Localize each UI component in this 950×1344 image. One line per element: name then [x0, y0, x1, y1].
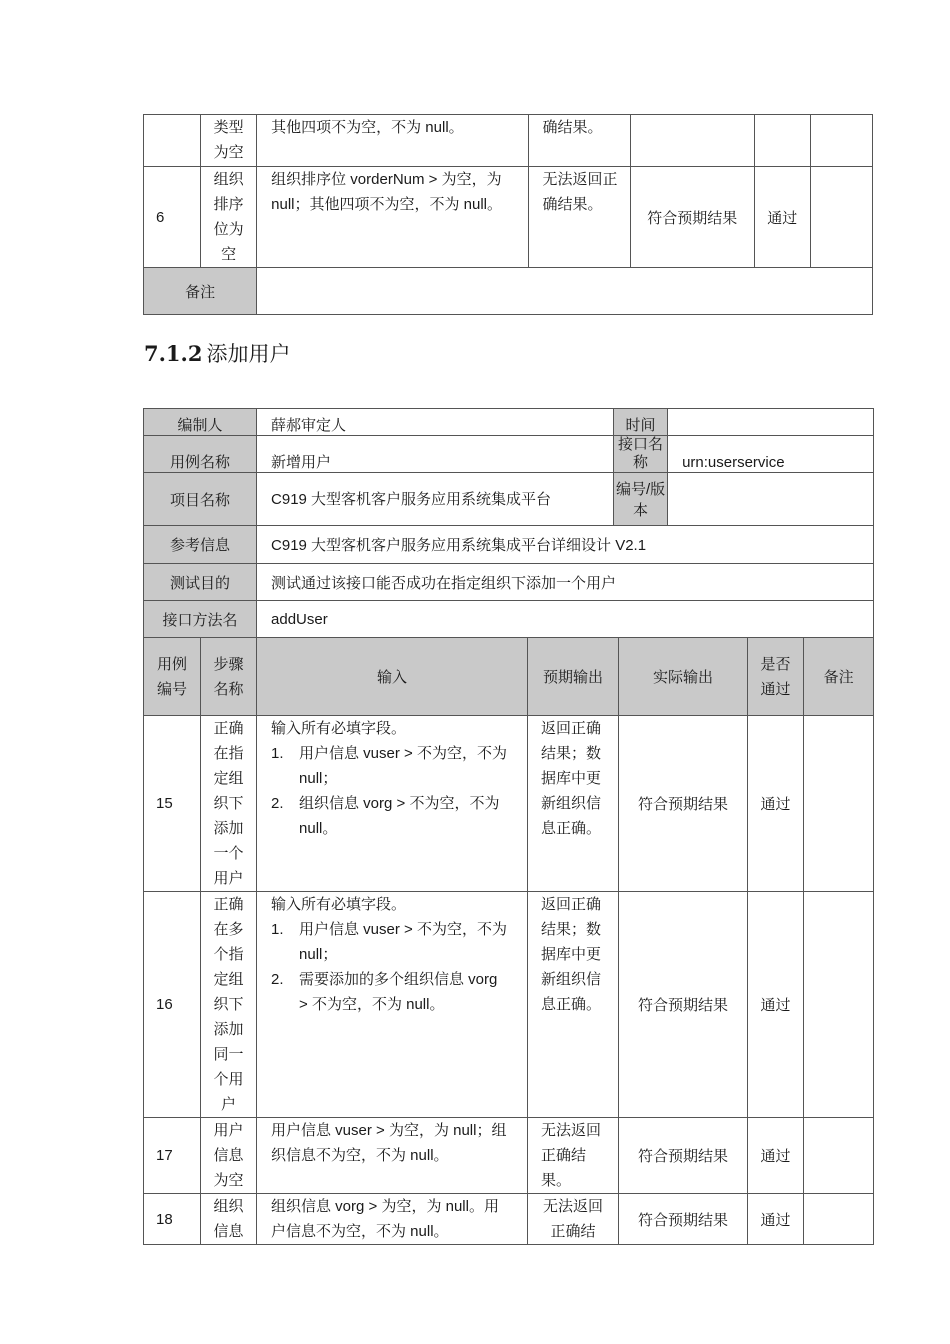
pass-cell: 通过 — [748, 892, 804, 1118]
case-name-label: 用例名称 — [144, 436, 257, 473]
pass-cell: 通过 — [748, 1118, 804, 1194]
version-label: 编号/版本 — [614, 473, 668, 526]
table-row — [144, 1194, 874, 1245]
table-row — [144, 1118, 874, 1194]
column-header-actual-output: 实际输出 — [619, 638, 748, 716]
header-row-reference — [144, 526, 874, 564]
version-value — [668, 473, 874, 526]
purpose-label: 测试目的 — [144, 564, 257, 601]
case-name-value: 新增用户 — [257, 436, 614, 473]
case-id-cell: 16 — [144, 892, 201, 1118]
input-cell: 其他四项不为空，不为 null。 — [257, 115, 528, 167]
continued-test-table — [143, 114, 873, 315]
input-cell: 输入所有必填字段。 1. 用户信息 vuser > 不为空，不为 null； 2. 需要添加的多个组织信息 vorg > 不为空，不为 null。 — [257, 892, 528, 1118]
expected-output-cell: 返回正确 结果；数 据库中更 新组织信 息正确。 — [528, 892, 619, 1118]
step-name-cell: 类型 为空 — [201, 115, 257, 167]
actual-output-cell: 符合预期结果 — [619, 1194, 748, 1245]
note-cell — [804, 716, 874, 892]
column-header-case-id: 用例 编号 — [144, 638, 201, 716]
section-heading — [144, 338, 290, 368]
pass-cell: 通过 — [754, 167, 810, 268]
column-header-pass: 是否 通过 — [748, 638, 804, 716]
note-cell — [804, 892, 874, 1118]
list-item: 2. 组织信息 vorg > 不为空，不为 null。 — [271, 795, 500, 837]
remark-label: 备注 — [144, 268, 257, 315]
pass-cell: 通过 — [748, 716, 804, 892]
reference-value: C919 大型客机客户服务应用系统集成平台详细设计 V2.1 — [257, 526, 874, 564]
method-label: 接口方法名 — [144, 601, 257, 638]
input-cell: 输入所有必填字段。 1. 用户信息 vuser > 不为空，不为 null； 2. 组织信息 vorg > 不为空，不为 null。 — [257, 716, 528, 892]
input-list — [271, 741, 521, 841]
project-name-value: C919 大型客机客户服务应用系统集成平台 — [257, 473, 614, 526]
case-id-cell: 18 — [144, 1194, 201, 1245]
case-id-cell: 6 — [144, 167, 201, 268]
header-row-method — [144, 601, 874, 638]
remark-row — [144, 268, 873, 315]
column-header-input: 输入 — [257, 638, 528, 716]
list-item: 1. 用户信息 vuser > 不为空，不为 null； — [271, 921, 507, 963]
editor-label: 编制人 — [144, 409, 257, 436]
case-id-cell: 15 — [144, 716, 201, 892]
section-number: 7.1.2 — [144, 341, 203, 366]
purpose-value: 测试通过该接口能否成功在指定组织下添加一个用户 — [257, 564, 874, 601]
note-cell — [804, 1194, 874, 1245]
actual-output-cell: 符合预期结果 — [619, 716, 748, 892]
interface-name-label: 接口名称 — [614, 436, 668, 473]
step-name-cell: 组织 信息 — [201, 1194, 257, 1245]
actual-output-cell — [630, 115, 754, 167]
pass-cell — [754, 115, 810, 167]
case-id-cell — [144, 115, 201, 167]
input-cell: 组织排序位 vorderNum > 为空，为 null；其他四项不为空，不为 null。 — [257, 167, 528, 268]
column-header-note: 备注 — [804, 638, 874, 716]
input-cell: 组织信息 vorg > 为空，为 null。用 户信息不为空，不为 null。 — [257, 1194, 528, 1245]
time-value — [668, 409, 874, 436]
step-name-cell: 正确 在指 定组 织下 添加 一个 用户 — [201, 716, 257, 892]
expected-output-cell: 返回正确 结果；数 据库中更 新组织信 息正确。 — [528, 716, 619, 892]
editor-value: 薛郝审定人 — [257, 409, 614, 436]
step-name-cell: 正确 在多 个指 定组 织下 添加 同一 个用 户 — [201, 892, 257, 1118]
table-row — [144, 167, 873, 268]
table-row — [144, 716, 874, 892]
remark-value — [257, 268, 873, 315]
actual-output-cell: 符合预期结果 — [619, 1118, 748, 1194]
note-cell — [810, 115, 872, 167]
note-cell — [804, 1118, 874, 1194]
step-name-cell: 用户 信息 为空 — [201, 1118, 257, 1194]
column-header-step-name: 步骤 名称 — [201, 638, 257, 716]
actual-output-cell: 符合预期结果 — [630, 167, 754, 268]
case-id-cell: 17 — [144, 1118, 201, 1194]
expected-output-cell: 确结果。 — [528, 115, 630, 167]
input-list — [271, 917, 521, 1017]
time-label: 时间 — [614, 409, 668, 436]
table-row — [144, 892, 874, 1118]
header-row-project — [144, 473, 874, 526]
add-user-test-table — [143, 408, 874, 1245]
note-cell — [810, 167, 872, 268]
column-header-expected-output: 预期输出 — [528, 638, 619, 716]
step-name-cell: 组织 排序 位为 空 — [201, 167, 257, 268]
expected-output-cell: 无法返回 正确结 果。 — [528, 1118, 619, 1194]
method-value: addUser — [257, 601, 874, 638]
expected-output-cell: 无法返回 正确结 — [528, 1194, 619, 1245]
section-title: 添加用户 — [206, 342, 291, 366]
input-cell: 用户信息 vuser > 为空，为 null；组 织信息不为空，不为 null。 — [257, 1118, 528, 1194]
header-row-purpose — [144, 564, 874, 601]
pass-cell: 通过 — [748, 1194, 804, 1245]
interface-name-value: urn:userservice — [668, 436, 874, 473]
reference-label: 参考信息 — [144, 526, 257, 564]
header-row-case-name — [144, 436, 874, 473]
list-item: 1. 用户信息 vuser > 不为空，不为 null； — [271, 745, 507, 787]
expected-output-cell: 无法返回正确结果。 — [528, 167, 630, 268]
table-row — [144, 115, 873, 167]
header-row-editor — [144, 409, 874, 436]
list-item: 2. 需要添加的多个组织信息 vorg > 不为空，不为 null。 — [271, 971, 498, 1013]
actual-output-cell: 符合预期结果 — [619, 892, 748, 1118]
project-name-label: 项目名称 — [144, 473, 257, 526]
column-header-row — [144, 638, 874, 716]
